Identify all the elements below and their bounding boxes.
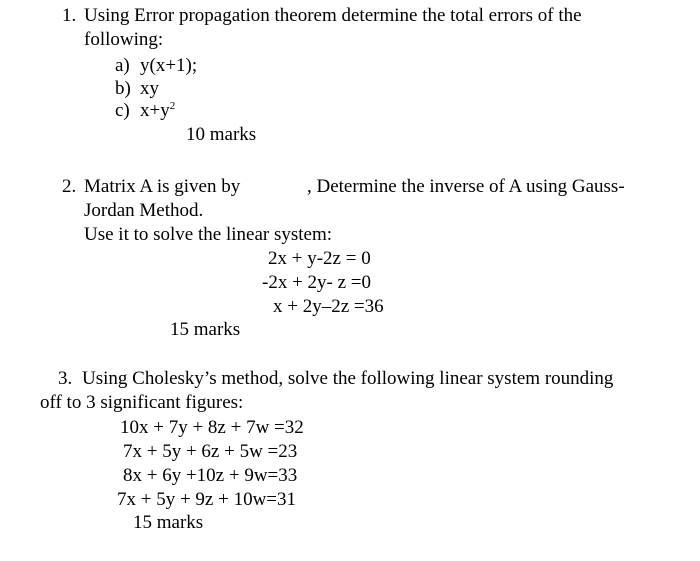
question-text: Jordan Method.: [84, 200, 204, 221]
subpart-expression: xy: [140, 78, 159, 99]
question-text: , Determine the inverse of A using Gauss-: [307, 176, 625, 197]
marks: 10 marks: [186, 124, 257, 145]
equation: 7x + 5y + 9z + 10w=31: [117, 489, 297, 510]
equation: 7x + 5y + 6z + 5w =23: [123, 441, 298, 462]
subpart-expression: [140, 100, 175, 122]
equation: 8x + 6y +10z + 9w=33: [123, 465, 298, 486]
question-text: Use it to solve the linear system:: [84, 224, 333, 245]
marks: 15 marks: [170, 319, 241, 340]
question-text: following:: [84, 29, 164, 50]
equation: x + 2y–2z =36: [273, 296, 384, 317]
subpart-label: b): [115, 78, 131, 99]
question-text: Using Error propagation theorem determine the total errors of the: [84, 5, 582, 26]
question-number: 2.: [62, 176, 77, 197]
exponent: 2: [169, 100, 176, 112]
question-number: 3.: [58, 368, 73, 389]
subpart-expression: y(x+1);: [140, 55, 198, 76]
question-text: Matrix A is given by: [84, 176, 241, 197]
expression-base: x+y: [140, 100, 170, 121]
equation: 10x + 7y + 8z + 7w =32: [120, 417, 304, 438]
subpart-label: c): [115, 100, 130, 121]
subpart-label: a): [115, 55, 130, 76]
question-number: 1.: [62, 5, 77, 26]
question-text: off to 3 significant figures:: [40, 392, 244, 413]
equation: -2x + 2y- z =0: [262, 272, 372, 293]
marks: 15 marks: [133, 512, 204, 533]
question-text: Using Cholesky’s method, solve the following linear system rounding: [82, 368, 614, 389]
equation: 2x + y-2z = 0: [268, 248, 371, 269]
